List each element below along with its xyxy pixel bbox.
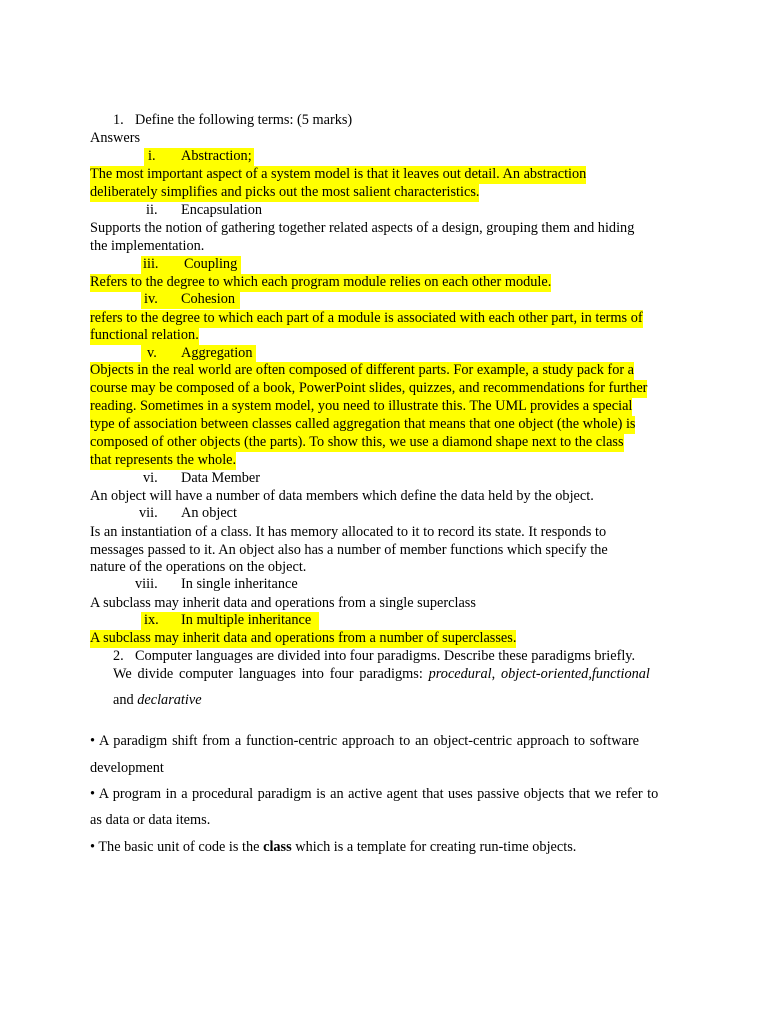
bullet-3-bold: class bbox=[263, 839, 292, 855]
item-v-line-2: course may be composed of a book, PowerPoint slides, quizzes, and recommendations for further bbox=[90, 380, 648, 396]
item-iii-term: Coupling bbox=[184, 256, 238, 272]
item-i-term: Abstraction; bbox=[181, 148, 252, 164]
item-vii-line-3: nature of the operations on the object. bbox=[90, 559, 307, 575]
bullet-2-line-1: • A program in a procedural paradigm is an active agent that uses passive objects that we refer to bbox=[90, 786, 659, 802]
item-ix-numeral: ix. bbox=[144, 612, 159, 628]
item-viii-term: In single inheritance bbox=[181, 576, 298, 592]
item-v-term: Aggregation bbox=[181, 345, 253, 361]
q2-answer-procedural: procedural bbox=[428, 666, 492, 682]
item-i-heading bbox=[144, 148, 254, 166]
item-viii-numeral: viii. bbox=[135, 576, 158, 592]
item-i-numeral: i. bbox=[148, 148, 156, 164]
item-iv-term: Cohesion bbox=[181, 291, 236, 307]
item-v-line-5: composed of other objects (the parts). To show this, we use a diamond shape next to the class bbox=[90, 434, 624, 450]
item-vii-line-2: messages passed to it. An object also has a number of member functions which specify the bbox=[90, 542, 608, 558]
item-iv-heading bbox=[141, 291, 240, 309]
answers-label: Answers bbox=[90, 130, 141, 146]
item-ii-term: Encapsulation bbox=[181, 202, 262, 218]
item-v-line-4: type of association between classes called aggregation that means that one object (the whole) is bbox=[90, 416, 636, 432]
bullet-1-line-2: development bbox=[90, 760, 164, 776]
item-ii-line-1: Supports the notion of gathering together related aspects of a design, grouping them and hiding bbox=[90, 220, 635, 236]
q2-answer-comma: , bbox=[491, 666, 496, 682]
item-iv-line-1: refers to the degree to which each part of a module is associated with each other part, in terms of bbox=[90, 310, 643, 326]
bullet-2-line-2: as data or data items. bbox=[90, 812, 211, 828]
bullet-3 bbox=[90, 839, 576, 857]
q2-answer-and: and bbox=[113, 692, 134, 708]
item-v-line-6: that represents the whole. bbox=[90, 452, 237, 468]
item-ix-line-1: A subclass may inherit data and operations from a number of superclasses. bbox=[90, 630, 517, 646]
item-i-line-1: The most important aspect of a system model is that it leaves out detail. An abstraction bbox=[90, 166, 587, 182]
item-ii-line-2: the implementation. bbox=[90, 238, 205, 254]
q2-answer-declarative: declarative bbox=[137, 692, 202, 708]
q2-number: 2. bbox=[113, 648, 124, 664]
item-ii-numeral: ii. bbox=[146, 202, 158, 218]
item-vii-term: An object bbox=[181, 505, 237, 521]
q2-answer-start: We divide computer languages into four paradigms: bbox=[113, 666, 423, 682]
item-v-line-3: reading. Sometimes in a system model, you need to illustrate this. The UML provides a special bbox=[90, 398, 633, 414]
item-iii-heading bbox=[141, 256, 241, 274]
item-vii-numeral: vii. bbox=[139, 505, 158, 521]
item-ix-heading bbox=[141, 612, 319, 630]
item-iv-line-2: functional relation. bbox=[90, 327, 199, 343]
item-v-line-1: Objects in the real world are often composed of different parts. For example, a study pack for a bbox=[90, 362, 635, 378]
q2-answer-line-2 bbox=[113, 692, 202, 710]
item-vii-line-1: Is an instantiation of a class. It has memory allocated to it to record its state. It responds to bbox=[90, 524, 607, 540]
item-iii-line-1: Refers to the degree to which each program module relies on each other module. bbox=[90, 274, 552, 290]
item-iv-numeral: iv. bbox=[144, 291, 158, 307]
item-i-line-2: deliberately simplifies and picks out the most salient characteristics. bbox=[90, 184, 480, 200]
item-viii-line-1: A subclass may inherit data and operations from a single superclass bbox=[90, 595, 476, 611]
bullet-3-suffix: which is a template for creating run-time objects. bbox=[295, 839, 577, 855]
q2-text: Computer languages are divided into four paradigms. Describe these paradigms briefly. bbox=[135, 648, 636, 664]
item-iii-numeral: iii. bbox=[143, 256, 159, 272]
item-vi-line-1: An object will have a number of data members which define the data held by the object. bbox=[90, 488, 594, 504]
item-ix-term: In multiple inheritance bbox=[181, 612, 312, 628]
bullet-3-prefix: • The basic unit of code is the bbox=[90, 839, 260, 855]
q1-number: 1. bbox=[113, 112, 124, 128]
q2-answer-oo-functional: object-oriented,functional bbox=[500, 666, 650, 682]
item-vi-term: Data Member bbox=[181, 470, 260, 486]
item-v-numeral: v. bbox=[147, 345, 157, 361]
item-vi-numeral: vi. bbox=[143, 470, 158, 486]
q2-answer-line-1 bbox=[113, 666, 650, 684]
q1-text: Define the following terms: (5 marks) bbox=[135, 112, 353, 128]
item-v-heading bbox=[141, 345, 256, 363]
bullet-1-line-1: • A paradigm shift from a function-centric approach to an object-centric approach to software bbox=[90, 733, 639, 749]
